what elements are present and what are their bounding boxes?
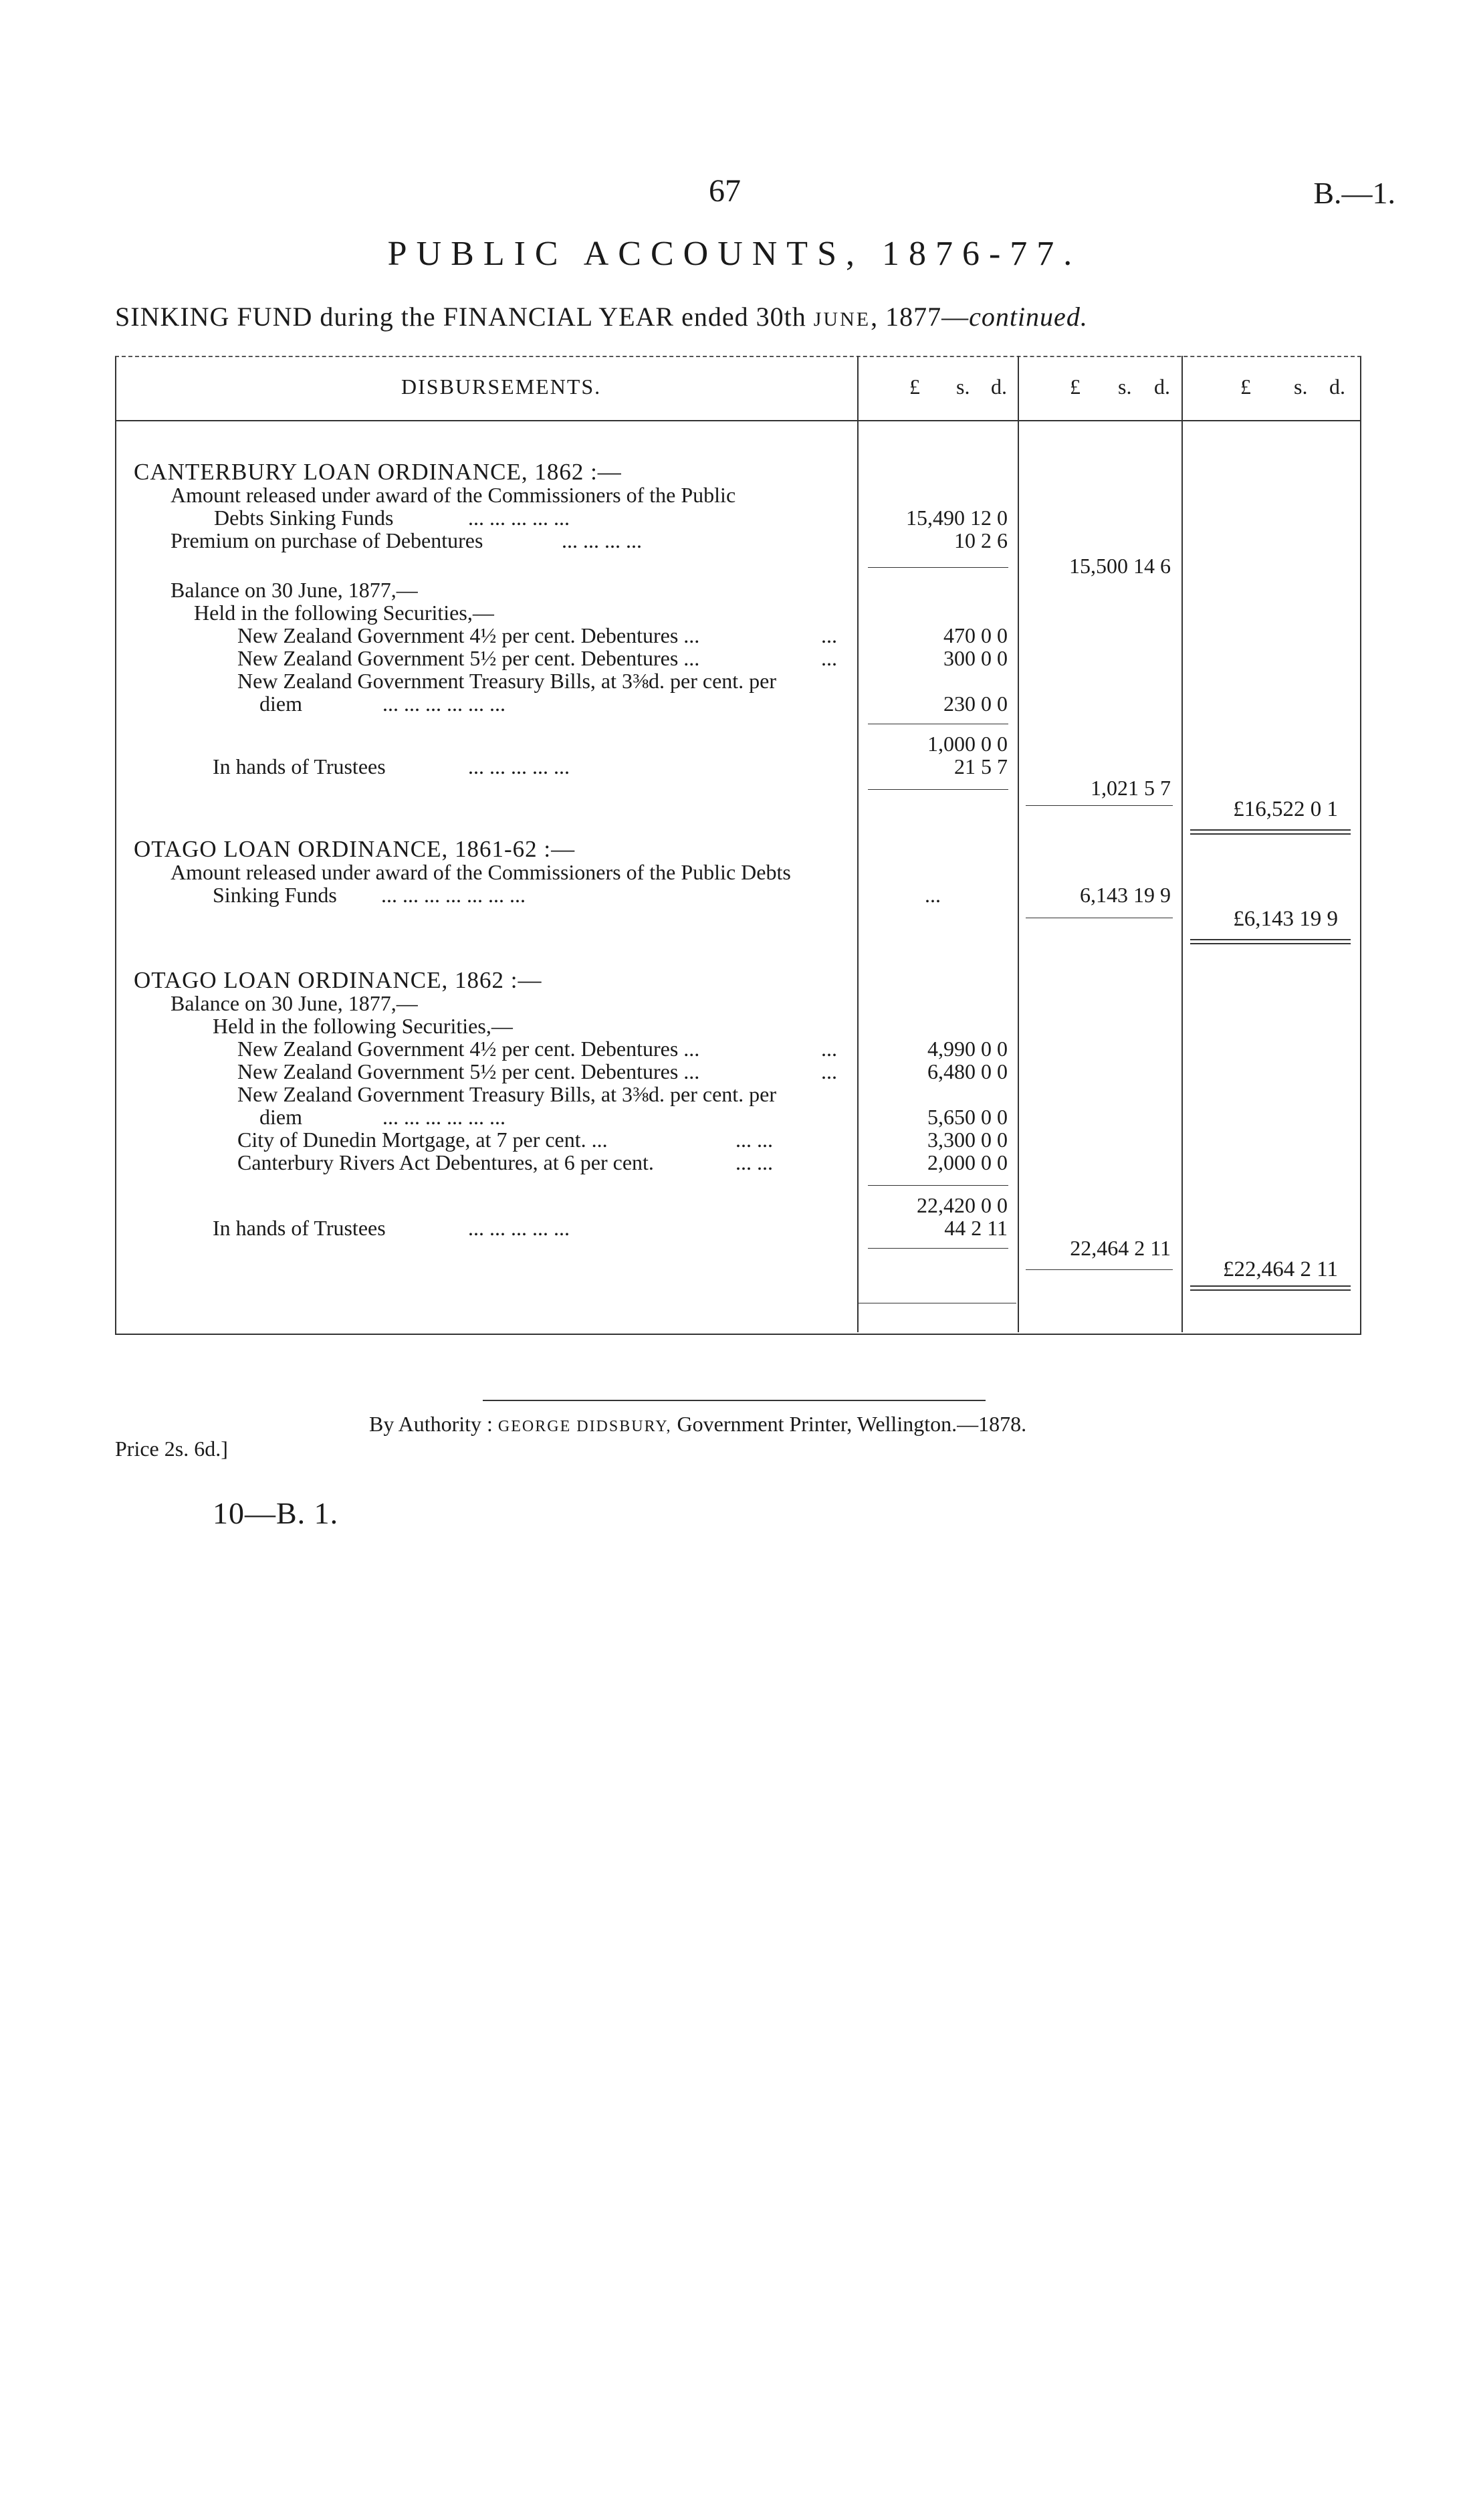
canterbury-sec3-dots: ... ... ... ... ... ... — [382, 692, 505, 716]
otago-1862-sec5-dots: ... ... — [736, 1150, 773, 1174]
price: Price 2s. 6d.] — [115, 1437, 228, 1461]
subtitle-main: SINKING FUND during the FINANCIAL YEAR ended 30th — [115, 302, 806, 332]
otago-1862-securities-total: 22,420 0 0 — [917, 1193, 1008, 1217]
canterbury-sec1: New Zealand Government 4½ per cent. Debentures ... — [237, 623, 700, 647]
trustees-rule — [868, 789, 1008, 790]
otago-1862-sec2-value: 6,480 0 0 — [927, 1059, 1008, 1083]
otago-1862-trustees-value: 44 2 11 — [944, 1216, 1008, 1240]
otago-1861-double-rule — [1190, 939, 1351, 944]
canterbury-subtotal: 15,500 14 6 — [1069, 554, 1171, 578]
page-title: PUBLIC ACCOUNTS, 1876-77. — [387, 235, 1082, 273]
otago-1862-sec1: New Zealand Government 4½ per cent. Debentures ... — [237, 1037, 700, 1061]
canterbury-heading: CANTERBURY LOAN ORDINANCE, 1862 :— — [134, 459, 622, 485]
otago-1862-sec3-value: 5,650 0 0 — [927, 1105, 1008, 1129]
otago-1861-col2-value: 6,143 19 9 — [1080, 883, 1171, 907]
column-divider — [1018, 356, 1019, 1332]
canterbury-amount-line2: Debts Sinking Funds — [214, 506, 394, 530]
col3-shillings-header: s. — [1294, 375, 1308, 399]
canterbury-amount-dots: ... ... ... ... ... — [468, 506, 570, 530]
otago-1862-sec1-dots: ... — [821, 1037, 837, 1061]
canterbury-sec2-dots: ... — [821, 646, 837, 670]
header-rule — [115, 420, 1360, 421]
subtitle — [115, 301, 1088, 332]
canterbury-balance: Balance on 30 June, 1877,— — [171, 578, 418, 602]
col2-pence-header: d. — [1154, 375, 1170, 399]
otago-1862-sec2-dots: ... — [821, 1059, 837, 1083]
printer-authority — [369, 1412, 1026, 1437]
otago-1862-sec3-line2: diem — [259, 1105, 302, 1129]
otago-1861-col1-value: ... — [925, 883, 941, 907]
subtotal-rule — [868, 567, 1008, 568]
canterbury-premium-value: 10 2 6 — [954, 528, 1008, 552]
disbursements-header: DISBURSEMENTS. — [401, 375, 602, 399]
otago-1862-sec3-line1: New Zealand Government Treasury Bills, at 3⅜d. per cent. per — [237, 1082, 777, 1106]
otago-1862-trustees: In hands of Trustees — [213, 1216, 386, 1240]
authority-prefix: By Authority : — [369, 1412, 493, 1436]
canterbury-securities-total: 1,000 0 0 — [927, 732, 1008, 756]
otago-1862-double-rule — [1190, 1285, 1351, 1291]
otago-1862-held: Held in the following Securities,— — [213, 1014, 513, 1038]
canterbury-sec1-dots: ... — [821, 623, 837, 647]
col3-pence-header: d. — [1329, 375, 1345, 399]
otago-1862-sec5-value: 2,000 0 0 — [927, 1150, 1008, 1174]
canterbury-trustees: In hands of Trustees — [213, 754, 386, 778]
authority-suffix: Government Printer, Wellington.—1878. — [677, 1412, 1027, 1436]
canterbury-amount-line1: Amount released under award of the Commissioners of the Public — [171, 483, 736, 507]
col2-pound-header: £ — [1070, 375, 1081, 399]
subtitle-continued: continued. — [969, 302, 1088, 332]
otago-1861-grand-total: £6,143 19 9 — [1233, 907, 1338, 931]
otago-1862-sec5: Canterbury Rivers Act Debentures, at 6 per cent. — [237, 1150, 654, 1174]
canterbury-sec2-value: 300 0 0 — [943, 646, 1008, 670]
otago-1862-grand-total: £22,464 2 11 — [1222, 1257, 1338, 1281]
canterbury-premium: Premium on purchase of Debentures — [171, 528, 483, 552]
canterbury-held: Held in the following Securities,— — [194, 601, 494, 625]
subtitle-month: JUNE — [813, 308, 871, 330]
otago-1862-balance: Balance on 30 June, 1877,— — [171, 991, 418, 1015]
canterbury-sec2: New Zealand Government 5½ per cent. Debentures ... — [237, 646, 700, 670]
page-number: 67 — [709, 173, 741, 209]
col1-pence-header: d. — [991, 375, 1007, 399]
document-code: B.—1. — [1313, 176, 1395, 210]
canterbury-balance-total: 1,021 5 7 — [1091, 776, 1171, 800]
otago-1862-trustees-dots: ... ... ... ... ... — [468, 1216, 570, 1240]
otago-1861-amount-line1: Amount released under award of the Commissioners of the Public Debts — [171, 860, 791, 884]
otago-1862-heading: OTAGO LOAN ORDINANCE, 1862 :— — [134, 967, 542, 993]
subtitle-year: , 1877— — [871, 302, 970, 332]
canterbury-premium-dots: ... ... ... ... — [562, 528, 642, 552]
balance-total-rule — [1026, 805, 1173, 806]
canterbury-trustees-value: 21 5 7 — [954, 754, 1008, 778]
otago-1862-trustees-rule — [868, 1248, 1008, 1249]
column-divider — [1181, 356, 1183, 1332]
otago-1861-amount-line2: Sinking Funds — [213, 883, 337, 907]
col1-pound-header: £ — [909, 375, 920, 399]
col2-shillings-header: s. — [1118, 375, 1132, 399]
canterbury-sec3-line2: diem — [259, 692, 302, 716]
otago-1862-securities-rule — [868, 1185, 1008, 1186]
canterbury-trustees-dots: ... ... ... ... ... — [468, 754, 570, 778]
printer-name: GEORGE DIDSBURY, — [497, 1418, 672, 1435]
canterbury-sec3-line1: New Zealand Government Treasury Bills, at 3⅜d. per cent. per — [237, 669, 777, 693]
otago-1861-amount-dots: ... ... ... ... ... ... ... — [381, 883, 526, 907]
otago-1862-sec4-value: 3,300 0 0 — [927, 1128, 1008, 1152]
column-divider — [857, 356, 859, 1332]
otago-1862-sec2: New Zealand Government 5½ per cent. Debentures ... — [237, 1059, 700, 1083]
otago-1862-sec4: City of Dunedin Mortgage, at 7 per cent. ... — [237, 1128, 608, 1152]
grand-total-double-rule — [1190, 829, 1351, 835]
sheet-mark: 10—B. 1. — [213, 1496, 339, 1530]
otago-1862-sec4-dots: ... ... — [736, 1128, 773, 1152]
otago-1861-heading: OTAGO LOAN ORDINANCE, 1861-62 :— — [134, 836, 576, 862]
canterbury-amount-value: 15,490 12 0 — [906, 506, 1008, 530]
footer-rule — [483, 1400, 986, 1401]
otago-1862-balance-total: 22,464 2 11 — [1070, 1236, 1171, 1260]
col3-pound-header: £ — [1240, 375, 1251, 399]
otago-1862-balance-rule — [1026, 1269, 1173, 1270]
otago-1862-sec3-dots: ... ... ... ... ... ... — [382, 1105, 505, 1129]
canterbury-sec3-value: 230 0 0 — [943, 692, 1008, 716]
canterbury-grand-total: £16,522 0 1 — [1233, 797, 1338, 821]
canterbury-sec1-value: 470 0 0 — [943, 623, 1008, 647]
otago-1862-sec1-value: 4,990 0 0 — [927, 1037, 1008, 1061]
col1-shillings-header: s. — [956, 375, 970, 399]
